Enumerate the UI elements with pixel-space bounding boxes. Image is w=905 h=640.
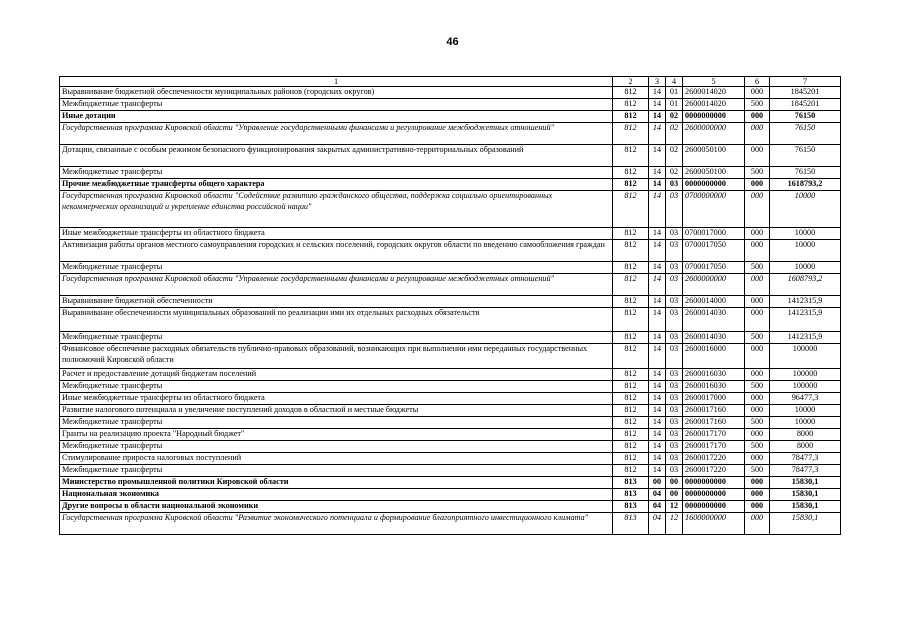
amount-cell: 8000 <box>770 441 841 453</box>
target-article-cell: 1600000000 <box>683 513 745 535</box>
table-row <box>60 501 841 513</box>
budget-table <box>59 76 841 535</box>
table-row <box>60 296 841 308</box>
admin-code-cell: 812 <box>613 308 649 332</box>
section-cell: 14 <box>649 145 666 167</box>
item-name-cell: Государственная программа Кировской области "Управление государственными финансами и регулирование межбюджетных отношений" <box>60 274 613 296</box>
section-cell: 14 <box>649 296 666 308</box>
admin-code-cell: 812 <box>613 332 649 344</box>
target-article-cell: 0000000000 <box>683 489 745 501</box>
target-article-cell: 2600000000 <box>683 123 745 145</box>
section-cell: 14 <box>649 123 666 145</box>
item-name-cell: Национальная экономика <box>60 489 613 501</box>
target-article-cell: 2600017160 <box>683 405 745 417</box>
table-row <box>60 145 841 167</box>
item-name-cell: Выравнивание обеспеченности муниципальных образований по реализации ими их отдельных расходных обязательств <box>60 308 613 332</box>
amount-cell: 78477,3 <box>770 465 841 477</box>
expense-type-cell: 500 <box>745 99 770 111</box>
item-name-cell: Прочие межбюджетные трансферты общего характера <box>60 179 613 191</box>
item-name-cell: Иные дотации <box>60 111 613 123</box>
admin-code-cell: 812 <box>613 381 649 393</box>
expense-type-cell: 500 <box>745 167 770 179</box>
section-cell: 04 <box>649 489 666 501</box>
table-row <box>60 332 841 344</box>
amount-cell: 15830,1 <box>770 501 841 513</box>
table-row <box>60 99 841 111</box>
expense-type-cell: 000 <box>745 179 770 191</box>
target-article-cell: 2600050100 <box>683 167 745 179</box>
target-article-cell: 2600017160 <box>683 417 745 429</box>
section-cell: 14 <box>649 441 666 453</box>
amount-cell: 8000 <box>770 429 841 441</box>
admin-code-cell: 813 <box>613 513 649 535</box>
table-row <box>60 123 841 145</box>
target-article-cell: 2600000000 <box>683 274 745 296</box>
section-cell: 14 <box>649 369 666 381</box>
item-name-cell: Активизация работы органов местного самоуправления городских и сельских поселений, городских округов области по введению самообложения граждан <box>60 240 613 262</box>
target-article-cell: 2600016030 <box>683 369 745 381</box>
target-article-cell: 0000000000 <box>683 477 745 489</box>
table-body <box>60 87 841 535</box>
target-article-cell: 2600016030 <box>683 381 745 393</box>
target-article-cell: 0000000000 <box>683 179 745 191</box>
amount-cell: 10000 <box>770 228 841 240</box>
expense-type-cell: 500 <box>745 417 770 429</box>
amount-cell: 1608793,2 <box>770 274 841 296</box>
expense-type-cell: 000 <box>745 405 770 417</box>
item-name-cell: Государственная программа Кировской области "Содействие развитию гражданского общества, поддержка социально ориентированных некоммерческих организаций и укрепление единства российской нации" <box>60 191 613 228</box>
subsection-cell: 01 <box>666 99 683 111</box>
subsection-cell: 03 <box>666 240 683 262</box>
admin-code-cell: 812 <box>613 453 649 465</box>
amount-cell: 100000 <box>770 369 841 381</box>
admin-code-cell: 812 <box>613 296 649 308</box>
target-article-cell: 2600014020 <box>683 99 745 111</box>
section-cell: 14 <box>649 87 666 99</box>
column-header: 2 <box>613 77 649 87</box>
subsection-cell: 12 <box>666 513 683 535</box>
subsection-cell: 02 <box>666 111 683 123</box>
expense-type-cell: 500 <box>745 381 770 393</box>
section-cell: 14 <box>649 262 666 274</box>
expense-type-cell: 000 <box>745 308 770 332</box>
table-row <box>60 441 841 453</box>
admin-code-cell: 812 <box>613 123 649 145</box>
admin-code-cell: 812 <box>613 191 649 228</box>
table-row <box>60 393 841 405</box>
page-number: 46 <box>446 36 459 48</box>
expense-type-cell: 000 <box>745 369 770 381</box>
column-header: 7 <box>770 77 841 87</box>
subsection-cell: 03 <box>666 429 683 441</box>
expense-type-cell: 000 <box>745 87 770 99</box>
item-name-cell: Развитие налогового потенциала и увеличение поступлений доходов в областной и местные бюджеты <box>60 405 613 417</box>
expense-type-cell: 000 <box>745 429 770 441</box>
admin-code-cell: 813 <box>613 501 649 513</box>
admin-code-cell: 812 <box>613 228 649 240</box>
subsection-cell: 02 <box>666 123 683 145</box>
target-article-cell: 0700017000 <box>683 228 745 240</box>
section-cell: 14 <box>649 240 666 262</box>
admin-code-cell: 812 <box>613 405 649 417</box>
target-article-cell: 2600016000 <box>683 344 745 369</box>
item-name-cell: Государственная программа Кировской области "Управление государственными финансами и регулирование межбюджетных отношений" <box>60 123 613 145</box>
table-row <box>60 465 841 477</box>
table-row <box>60 274 841 296</box>
target-article-cell: 2600017000 <box>683 393 745 405</box>
admin-code-cell: 813 <box>613 477 649 489</box>
target-article-cell: 0000000000 <box>683 111 745 123</box>
amount-cell: 10000 <box>770 405 841 417</box>
item-name-cell: Межбюджетные трансферты <box>60 332 613 344</box>
amount-cell: 15830,1 <box>770 513 841 535</box>
target-article-cell: 2600014030 <box>683 308 745 332</box>
section-cell: 04 <box>649 513 666 535</box>
target-article-cell: 2600014000 <box>683 296 745 308</box>
admin-code-cell: 812 <box>613 99 649 111</box>
expense-type-cell: 000 <box>745 513 770 535</box>
expense-type-cell: 000 <box>745 344 770 369</box>
admin-code-cell: 812 <box>613 344 649 369</box>
amount-cell: 15830,1 <box>770 489 841 501</box>
admin-code-cell: 812 <box>613 274 649 296</box>
section-cell: 14 <box>649 417 666 429</box>
table-row <box>60 417 841 429</box>
subsection-cell: 03 <box>666 228 683 240</box>
target-article-cell: 0700017050 <box>683 262 745 274</box>
amount-cell: 1412315,9 <box>770 308 841 332</box>
amount-cell: 1845201 <box>770 87 841 99</box>
table-row <box>60 477 841 489</box>
table-row <box>60 513 841 535</box>
section-cell: 14 <box>649 228 666 240</box>
table-row <box>60 381 841 393</box>
table-row <box>60 228 841 240</box>
column-header: 5 <box>683 77 745 87</box>
expense-type-cell: 000 <box>745 477 770 489</box>
subsection-cell: 03 <box>666 296 683 308</box>
amount-cell: 10000 <box>770 417 841 429</box>
subsection-cell: 03 <box>666 393 683 405</box>
item-name-cell: Стимулирование прироста налоговых поступлений <box>60 453 613 465</box>
subsection-cell: 12 <box>666 501 683 513</box>
subsection-cell: 03 <box>666 179 683 191</box>
subsection-cell: 03 <box>666 441 683 453</box>
section-cell: 14 <box>649 111 666 123</box>
subsection-cell: 03 <box>666 332 683 344</box>
amount-cell: 76150 <box>770 167 841 179</box>
table-row <box>60 489 841 501</box>
section-cell: 14 <box>649 429 666 441</box>
subsection-cell: 03 <box>666 465 683 477</box>
expense-type-cell: 000 <box>745 296 770 308</box>
admin-code-cell: 813 <box>613 489 649 501</box>
admin-code-cell: 812 <box>613 167 649 179</box>
expense-type-cell: 000 <box>745 489 770 501</box>
amount-cell: 10000 <box>770 240 841 262</box>
section-cell: 14 <box>649 453 666 465</box>
subsection-cell: 03 <box>666 381 683 393</box>
section-cell: 14 <box>649 99 666 111</box>
section-cell: 00 <box>649 477 666 489</box>
amount-cell: 15830,1 <box>770 477 841 489</box>
admin-code-cell: 812 <box>613 393 649 405</box>
expense-type-cell: 500 <box>745 441 770 453</box>
expense-type-cell: 000 <box>745 191 770 228</box>
amount-cell: 1618793,2 <box>770 179 841 191</box>
amount-cell: 96477,3 <box>770 393 841 405</box>
expense-type-cell: 000 <box>745 111 770 123</box>
item-name-cell: Финансовое обеспечение расходных обязательств публично-правовых образований, возникающих при выполнении ими переданных государственных полномочий Кировской области <box>60 344 613 369</box>
admin-code-cell: 812 <box>613 179 649 191</box>
table-row <box>60 111 841 123</box>
section-cell: 14 <box>649 344 666 369</box>
table-row <box>60 369 841 381</box>
section-cell: 14 <box>649 274 666 296</box>
amount-cell: 1845201 <box>770 99 841 111</box>
admin-code-cell: 812 <box>613 465 649 477</box>
subsection-cell: 00 <box>666 489 683 501</box>
admin-code-cell: 812 <box>613 429 649 441</box>
item-name-cell: Межбюджетные трансферты <box>60 465 613 477</box>
section-cell: 14 <box>649 167 666 179</box>
admin-code-cell: 812 <box>613 145 649 167</box>
section-cell: 14 <box>649 405 666 417</box>
item-name-cell: Расчет и предоставление дотаций бюджетам поселений <box>60 369 613 381</box>
target-article-cell: 2600017170 <box>683 441 745 453</box>
target-article-cell: 2600017220 <box>683 465 745 477</box>
section-cell: 14 <box>649 191 666 228</box>
expense-type-cell: 500 <box>745 332 770 344</box>
admin-code-cell: 812 <box>613 111 649 123</box>
item-name-cell: Иные межбюджетные трансферты из областного бюджета <box>60 228 613 240</box>
admin-code-cell: 812 <box>613 441 649 453</box>
target-article-cell: 2600014030 <box>683 332 745 344</box>
item-name-cell: Гранты на реализацию проекта "Народный бюджет" <box>60 429 613 441</box>
item-name-cell: Министерство промышленной политики Кировской области <box>60 477 613 489</box>
item-name-cell: Межбюджетные трансферты <box>60 381 613 393</box>
subsection-cell: 03 <box>666 344 683 369</box>
expense-type-cell: 000 <box>745 393 770 405</box>
item-name-cell: Иные межбюджетные трансферты из областного бюджета <box>60 393 613 405</box>
item-name-cell: Межбюджетные трансферты <box>60 262 613 274</box>
item-name-cell: Межбюджетные трансферты <box>60 99 613 111</box>
section-cell: 14 <box>649 465 666 477</box>
table-row <box>60 405 841 417</box>
expense-type-cell: 000 <box>745 228 770 240</box>
expense-type-cell: 000 <box>745 501 770 513</box>
target-article-cell: 0700017050 <box>683 240 745 262</box>
column-header: 3 <box>649 77 666 87</box>
table-row <box>60 179 841 191</box>
amount-cell: 10000 <box>770 262 841 274</box>
amount-cell: 1412315,9 <box>770 296 841 308</box>
table-row <box>60 87 841 99</box>
subsection-cell: 03 <box>666 262 683 274</box>
admin-code-cell: 812 <box>613 240 649 262</box>
subsection-cell: 03 <box>666 417 683 429</box>
item-name-cell: Государственная программа Кировской области "Развитие экономического потенциала и формирование благоприятного инвестиционного климата" <box>60 513 613 535</box>
subsection-cell: 01 <box>666 87 683 99</box>
table-row <box>60 262 841 274</box>
admin-code-cell: 812 <box>613 87 649 99</box>
table-row <box>60 308 841 332</box>
amount-cell: 10000 <box>770 191 841 228</box>
expense-type-cell: 000 <box>745 145 770 167</box>
amount-cell: 76150 <box>770 123 841 145</box>
section-cell: 14 <box>649 308 666 332</box>
expense-type-cell: 000 <box>745 240 770 262</box>
admin-code-cell: 812 <box>613 262 649 274</box>
section-cell: 04 <box>649 501 666 513</box>
expense-type-cell: 500 <box>745 465 770 477</box>
item-name-cell: Межбюджетные трансферты <box>60 417 613 429</box>
item-name-cell: Межбюджетные трансферты <box>60 167 613 179</box>
section-cell: 14 <box>649 381 666 393</box>
amount-cell: 76150 <box>770 111 841 123</box>
subsection-cell: 03 <box>666 308 683 332</box>
item-name-cell: Межбюджетные трансферты <box>60 441 613 453</box>
amount-cell: 100000 <box>770 344 841 369</box>
section-cell: 14 <box>649 393 666 405</box>
target-article-cell: 2600050100 <box>683 145 745 167</box>
item-name-cell: Другие вопросы в области национальной экономики <box>60 501 613 513</box>
expense-type-cell: 000 <box>745 274 770 296</box>
amount-cell: 78477,3 <box>770 453 841 465</box>
table-row <box>60 167 841 179</box>
subsection-cell: 00 <box>666 477 683 489</box>
expense-type-cell: 000 <box>745 123 770 145</box>
expense-type-cell: 500 <box>745 262 770 274</box>
subsection-cell: 03 <box>666 191 683 228</box>
subsection-cell: 03 <box>666 369 683 381</box>
table-row <box>60 344 841 369</box>
header-row <box>60 77 841 87</box>
table-row <box>60 240 841 262</box>
subsection-cell: 03 <box>666 453 683 465</box>
subsection-cell: 03 <box>666 405 683 417</box>
item-name-cell: Выравнивание бюджетной обеспеченности <box>60 296 613 308</box>
section-cell: 14 <box>649 179 666 191</box>
target-article-cell: 0000000000 <box>683 501 745 513</box>
item-name-cell: Выравнивание бюджетной обеспеченности муниципальных районов (городских округов) <box>60 87 613 99</box>
section-cell: 14 <box>649 332 666 344</box>
column-header: 1 <box>60 77 613 87</box>
amount-cell: 100000 <box>770 381 841 393</box>
admin-code-cell: 812 <box>613 369 649 381</box>
table-row <box>60 191 841 228</box>
amount-cell: 1412315,9 <box>770 332 841 344</box>
subsection-cell: 02 <box>666 145 683 167</box>
column-header: 6 <box>745 77 770 87</box>
expense-type-cell: 000 <box>745 453 770 465</box>
amount-cell: 76150 <box>770 145 841 167</box>
item-name-cell: Дотации, связанные с особым режимом безопасного функционирования закрытых административно-территориальных образований <box>60 145 613 167</box>
target-article-cell: 2600014020 <box>683 87 745 99</box>
subsection-cell: 03 <box>666 274 683 296</box>
column-header: 4 <box>666 77 683 87</box>
admin-code-cell: 812 <box>613 417 649 429</box>
subsection-cell: 02 <box>666 167 683 179</box>
table-row <box>60 429 841 441</box>
target-article-cell: 2600017170 <box>683 429 745 441</box>
table-row <box>60 453 841 465</box>
target-article-cell: 2600017220 <box>683 453 745 465</box>
target-article-cell: 0700000000 <box>683 191 745 228</box>
